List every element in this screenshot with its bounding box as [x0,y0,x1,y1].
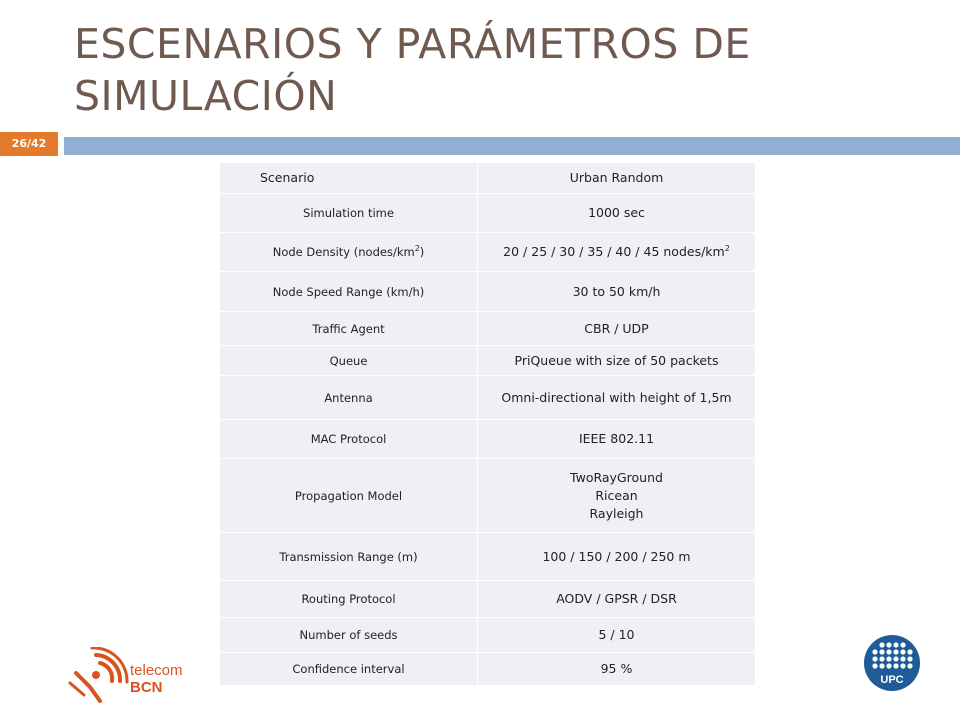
parameter-cell: Scenario [220,163,478,194]
value-cell [478,459,756,533]
logo-text-upc: UPC [880,674,904,686]
table-row [220,312,756,346]
value-line: TwoRayGround [570,469,663,485]
table-row [220,581,756,618]
value-cell [478,233,756,272]
logo-text-bcn: BCN [130,679,163,696]
antenna-dot [92,671,100,679]
value-cell: IEEE 802.11 [478,420,756,459]
table-row [220,376,756,420]
parameter-cell [220,233,478,272]
value-cell: 5 / 10 [478,618,756,653]
superscript: 2 [414,244,420,254]
parameter-suffix: ) [419,245,425,259]
parameter-text: Node Density (nodes/km [272,245,415,259]
telecom-bcn-logo [66,647,206,703]
superscript: 2 [724,243,730,253]
value-cell: 100 / 150 / 200 / 250 m [478,533,756,581]
parameter-cell: Antenna [220,376,478,420]
parameter-cell: Number of seeds [220,618,478,653]
table-row [220,618,756,653]
parameter-cell: Routing Protocol [220,581,478,618]
table-row [220,420,756,459]
value-cell: PriQueue with size of 50 packets [478,346,756,376]
value-cell: Urban Random [478,163,756,194]
value-line: Ricean [595,487,638,503]
page-number-badge: 26/42 [0,132,58,156]
table-row [220,163,756,194]
table-row [220,233,756,272]
logo-text-telecom: telecom [130,662,183,679]
parameter-cell: Simulation time [220,194,478,233]
title-divider-bar [64,137,960,155]
value-cell: AODV / GPSR / DSR [478,581,756,618]
table-row [220,459,756,533]
parameter-cell: Transmission Range (m) [220,533,478,581]
table-row [220,194,756,233]
value-cell: Omni-directional with height of 1,5m [478,376,756,420]
table-row [220,533,756,581]
slide-title: ESCENARIOS Y PARÁMETROS DE SIMULACIÓN [74,20,751,120]
parameter-cell: Queue [220,346,478,376]
parameter-cell: Node Speed Range (km/h) [220,272,478,312]
parameter-cell: Propagation Model [220,459,478,533]
table-row [220,272,756,312]
simulation-parameters-table [219,162,756,686]
value-line: Rayleigh [589,505,644,521]
value-cell: 30 to 50 km/h [478,272,756,312]
upc-logo [863,634,921,692]
table-row [220,653,756,686]
parameter-cell: MAC Protocol [220,420,478,459]
value-text: 20 / 25 / 30 / 35 / 40 / 45 nodes/km [503,244,725,259]
value-cell: CBR / UDP [478,312,756,346]
value-cell: 95 % [478,653,756,686]
table-row [220,346,756,376]
parameter-cell: Confidence interval [220,653,478,686]
value-cell: 1000 sec [478,194,756,233]
parameter-cell: Traffic Agent [220,312,478,346]
